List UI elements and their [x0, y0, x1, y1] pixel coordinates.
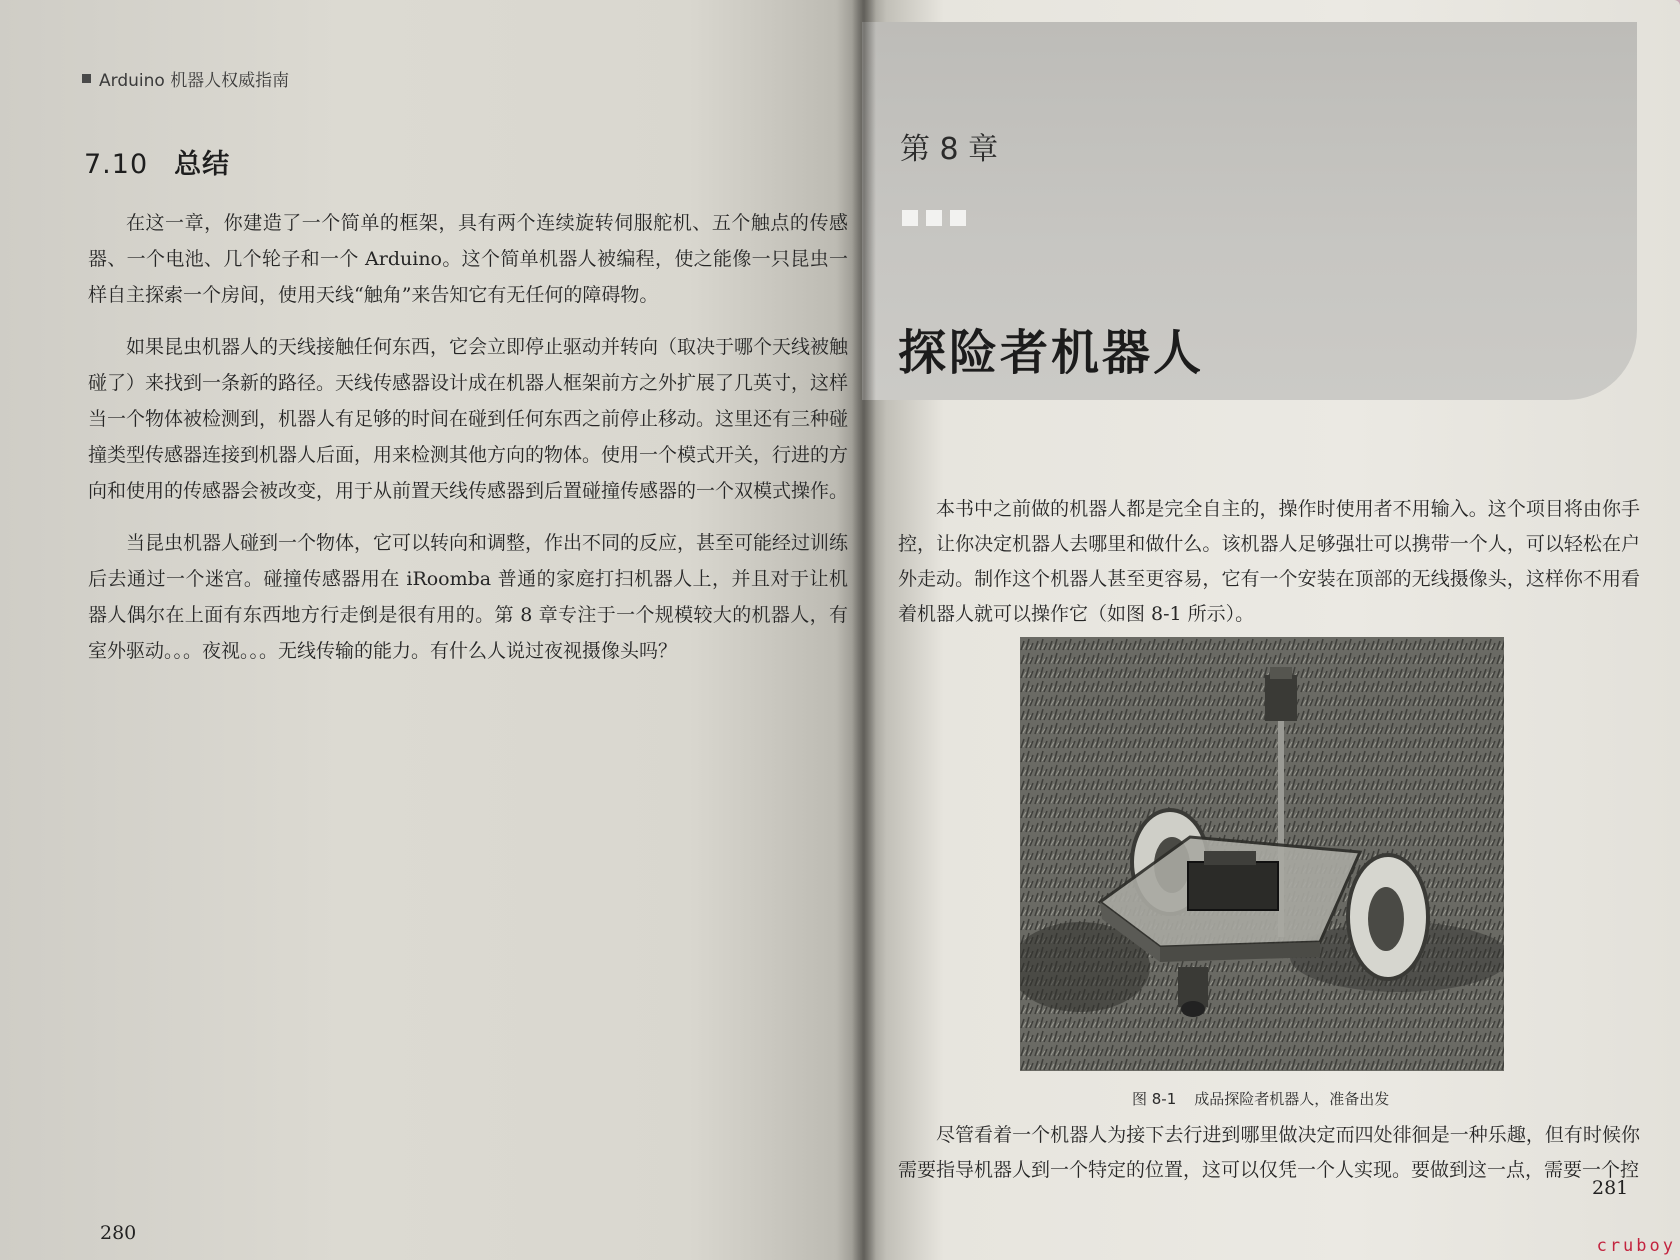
right-page	[862, 0, 1680, 1260]
paragraph: 如果昆虫机器人的天线接触任何东西，它会立即停止驱动并转向（取决于哪个天线被触碰了）来找到一条新的路径。天线传感器设计成在机器人框架前方之外扩展了几英寸，这样当一个物体被检测到，机器人有足够的时间在碰到任何东西之前停止移动。这里还有三种碰撞类型传感器连接到机器人后面，用来检测其他方向的物体。使用一个模式开关，行进的方向和使用的传感器会被改变，用于从前置天线传感器到后置碰撞传感器的一个双模式操作。	[88, 336, 849, 502]
section-number: 7.10	[84, 149, 149, 180]
chapter-banner	[862, 22, 1637, 400]
watermark: cruboy	[1596, 1236, 1676, 1256]
square-icon	[902, 210, 918, 226]
square-bullet-icon	[82, 74, 91, 83]
left-body-text	[88, 205, 848, 685]
book-gutter-shadow	[852, 0, 876, 1260]
figure-number: 图 8-1	[1132, 1090, 1177, 1108]
figure-caption-text: 成品探险者机器人，准备出发	[1194, 1090, 1390, 1108]
page-number-right: 281	[1592, 1177, 1629, 1199]
paragraph: 当昆虫机器人碰到一个物体，它可以转向和调整，作出不同的反应，甚至可能经过训练后去通过一个迷宫。碰撞传感器用在 iRoomba 普通的家庭打扫机器人上，并且对于让机器人偶尔在上面有东西地方行走倒是很有用的。第 8 章专注于一个规模较大的机器人，有室外驱动。。。夜视。。。无线传输的能力。有什么人说过夜视摄像头吗？	[88, 532, 849, 662]
paragraph: 在这一章，你建造了一个简单的框架，具有两个连续旋转伺服舵机、五个触点的传感器、一个电池、几个轮子和一个 Arduino。这个简单机器人被编程，使之能像一只昆虫一样自主探索一个房间，使用天线“触角”来告知它有无任何的障碍物。	[88, 212, 848, 306]
running-head	[82, 66, 289, 91]
robot-photo	[1020, 637, 1504, 1071]
chapter-squares-decoration	[902, 210, 966, 226]
square-icon	[926, 210, 942, 226]
square-icon	[950, 210, 966, 226]
running-head-text: Arduino 机器人权威指南	[99, 71, 290, 91]
robot-photo-illustration	[1020, 637, 1504, 1071]
right-intro-text	[898, 492, 1640, 632]
section-heading	[84, 142, 230, 181]
paragraph: 尽管看着一个机器人为接下去行进到哪里做决定而四处徘徊是一种乐趣，但有时候你需要指导机器人到一个特定的位置，这可以仅凭一个人实现。要做到这一点，需要一个控	[898, 1124, 1640, 1181]
figure-caption	[1132, 1088, 1389, 1109]
chapter-number: 第 8 章	[900, 132, 999, 167]
page-number-left: 280	[100, 1222, 137, 1244]
chapter-title: 探险者机器人	[898, 325, 1205, 381]
section-title: 总结	[174, 149, 231, 180]
right-closing-text	[898, 1118, 1640, 1188]
paragraph: 本书中之前做的机器人都是完全自主的，操作时使用者不用输入。这个项目将由你手控，让你决定机器人去哪里和做什么。该机器人足够强壮可以携带一个人，可以轻松在户外走动。制作这个机器人甚至更容易，它有一个安装在顶部的无线摄像头，这样你不用看着机器人就可以操作它（如图 8-1 所示）。	[898, 498, 1640, 625]
